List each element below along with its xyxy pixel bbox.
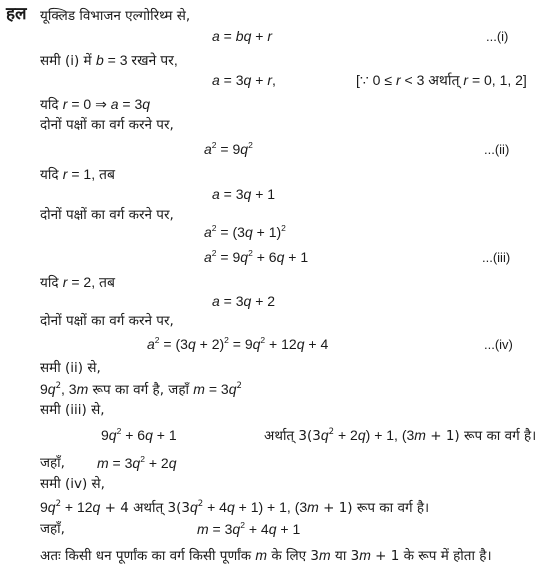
where-label-1: जहाँ, bbox=[40, 455, 65, 471]
case-r-2: यदि r = 2, तब bbox=[40, 274, 115, 291]
line-square-3: दोनों पक्षों का वर्ग करने पर, bbox=[40, 313, 174, 329]
final-conclusion: अतः किसी धन पूर्णांक का वर्ग किसी पूर्णांक m के लिए 3m या 3m + 1 के रूप में होता है। bbox=[40, 547, 492, 564]
where-label-2: जहाँ, bbox=[40, 521, 65, 537]
m-def-iv: $m = 3q^2 + 4q + 1$ bbox=[197, 520, 301, 537]
from-eq-iv: समी (iv) से, bbox=[40, 476, 105, 492]
equation-a-3q-r: a = 3q + r, bbox=[212, 72, 276, 88]
tag-iv: ...(iv) bbox=[484, 337, 513, 352]
line-square-1: दोनों पक्षों का वर्ग करने पर, bbox=[40, 117, 174, 133]
equation-iv: $a^2 = (3q + 2)^2 = 9q^2 + 12q + 4$ bbox=[147, 335, 329, 352]
line-euclid-intro: यूक्लिड विभाजन एल्गोरिथ्म से, bbox=[40, 8, 191, 24]
equation-a-3q-2: a = 3q + 2 bbox=[212, 293, 276, 309]
line-put-b: समी (i) में b = 3 रखने पर, bbox=[40, 52, 178, 69]
equation-iii: $a^2 = 9q^2 + 6q + 1$ bbox=[204, 248, 309, 265]
tag-iii: ...(iii) bbox=[482, 250, 511, 265]
case-r-1: यदि r = 1, तब bbox=[40, 166, 115, 183]
m-def-iii: $m = 3q^2 + 2q$ bbox=[97, 454, 177, 471]
tag-i: ...(i) bbox=[486, 29, 509, 44]
tag-ii: ...(ii) bbox=[484, 142, 510, 157]
conclusion-iii: अर्थात् $3(3q^2 + 2q) + 1$, (3m + 1) रूप का वर्ग है। bbox=[264, 427, 537, 444]
from-eq-ii: समी (ii) से, bbox=[40, 360, 101, 376]
conclusion-ii: $9q^2$, 3m रूप का वर्ग है, जहाँ $m = 3q^2$ bbox=[40, 381, 242, 398]
solution-label: हल bbox=[6, 4, 27, 24]
line-square-2: दोनों पक्षों का वर्ग करने पर, bbox=[40, 207, 174, 223]
equation-a2-3q1-squared: $a^2 = (3q + 1)^2$ bbox=[204, 223, 286, 240]
from-eq-iii: समी (iii) से, bbox=[40, 402, 105, 418]
equation-ii: $a^2 = 9q^2$ bbox=[204, 140, 253, 157]
conclusion-iv: $9q^2 + 12q + 4$ अर्थात् $3(3q^2 + 4q + 1) + 1$, (3m + 1) रूप का वर्ग है। bbox=[40, 499, 430, 516]
expr-iii: $9q^2 + 6q + 1$ bbox=[101, 426, 177, 443]
condition-r: [∵ 0 ≤ r < 3 अर्थात् r = 0, 1, 2] bbox=[356, 72, 527, 88]
case-r-0: यदि r = 0 ⇒ a = 3q bbox=[40, 96, 151, 113]
equation-i: a = bq + r bbox=[212, 28, 272, 44]
equation-a-3q-1: a = 3q + 1 bbox=[212, 186, 276, 202]
